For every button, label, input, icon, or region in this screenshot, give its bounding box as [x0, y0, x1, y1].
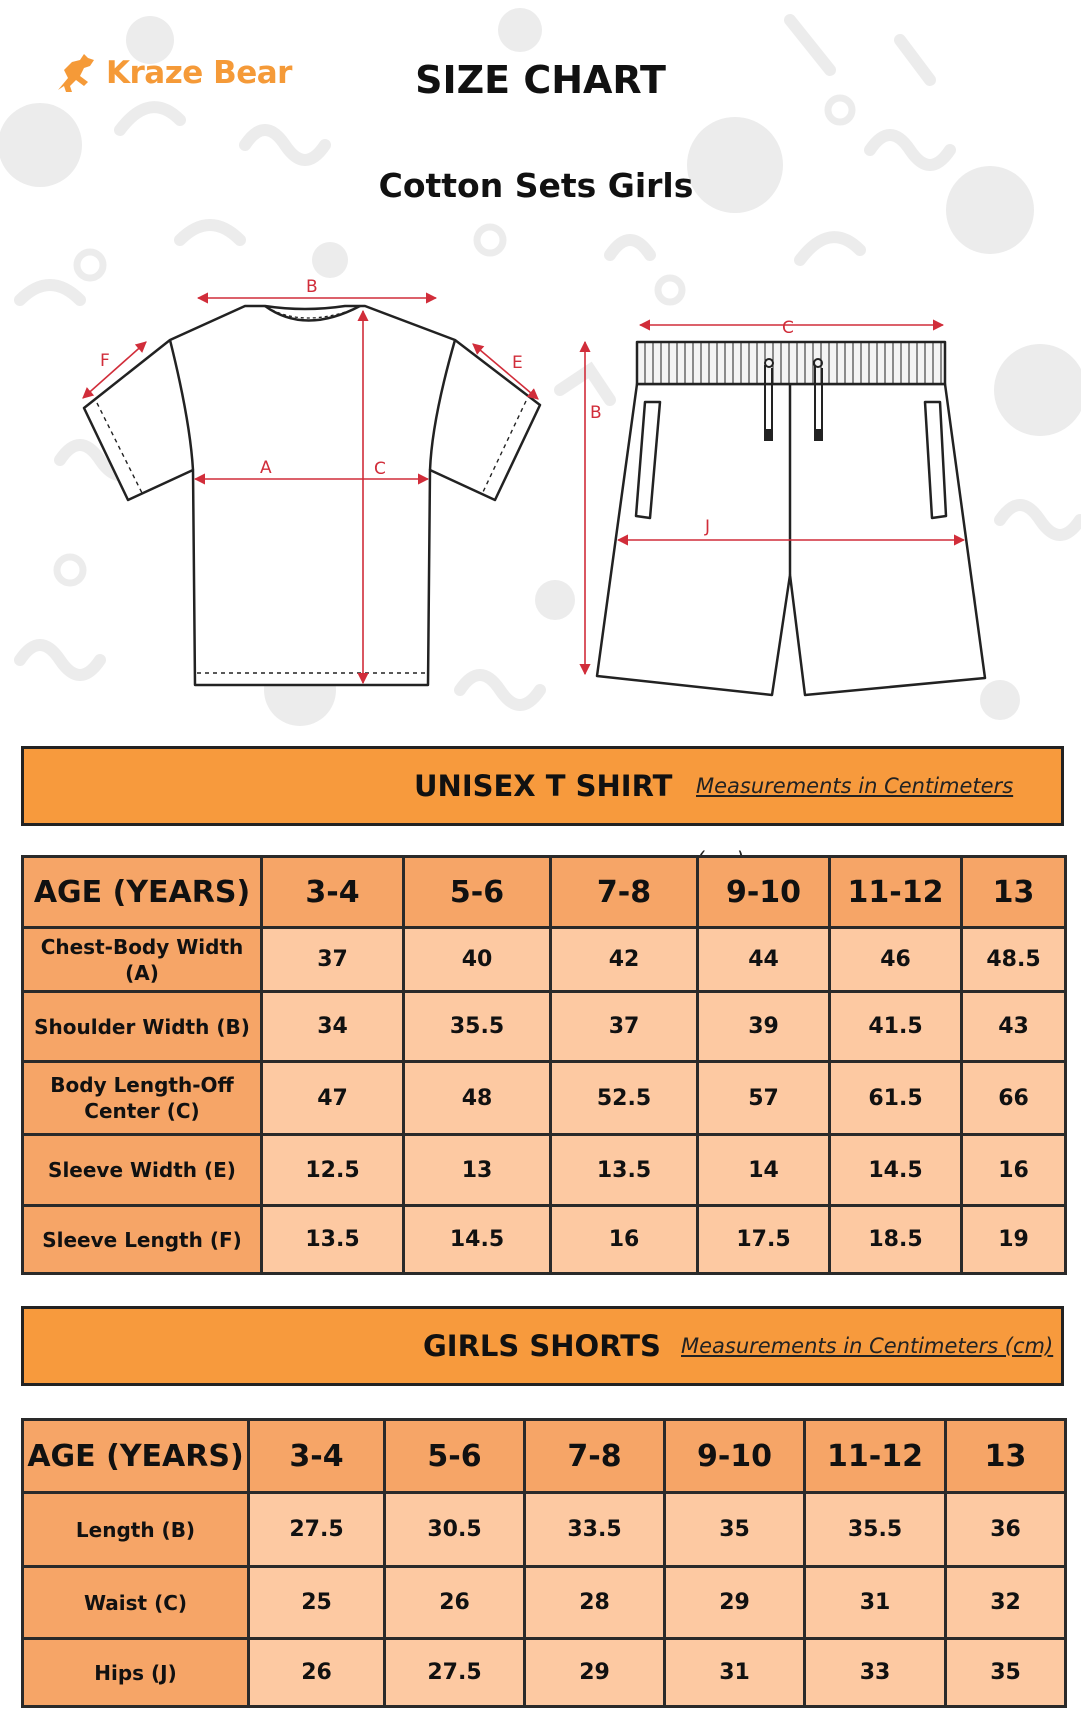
measurement-value-cell: 27.5	[385, 1639, 525, 1707]
measurement-value-cell: 13.5	[551, 1135, 698, 1206]
measurement-value-cell: 18.5	[830, 1206, 962, 1274]
garment-diagrams	[0, 250, 1081, 710]
tshirt-table-title: UNISEX T SHIRT	[414, 769, 673, 803]
measurement-value-cell: 40	[404, 928, 551, 992]
label-c-tshirt: C	[374, 459, 386, 479]
tshirt-table-banner	[21, 746, 1064, 826]
measurement-value-cell: 28	[525, 1567, 665, 1639]
age-column-header: 5-6	[385, 1420, 525, 1493]
label-j: J	[705, 517, 711, 537]
measurement-value-cell: 16	[962, 1135, 1066, 1206]
measurement-value-cell: 66	[962, 1062, 1066, 1135]
measurement-value-cell: 42	[551, 928, 698, 992]
table-row	[23, 1135, 1066, 1206]
page-subtitle: Cotton Sets Girls	[378, 166, 694, 205]
measurement-value-cell: 43	[962, 992, 1066, 1062]
age-header-cell: AGE (YEARS)	[23, 857, 262, 928]
measurement-value-cell: 34	[262, 992, 404, 1062]
measurement-label-cell: Sleeve Width (E)	[23, 1135, 262, 1206]
measurement-label-cell: Shoulder Width (B)	[23, 992, 262, 1062]
age-column-header: 7-8	[525, 1420, 665, 1493]
measurement-value-cell: 31	[805, 1567, 946, 1639]
measurement-value-cell: 13.5	[262, 1206, 404, 1274]
measurement-value-cell: 32	[946, 1567, 1066, 1639]
measurement-value-cell: 37	[262, 928, 404, 992]
table-row	[23, 1206, 1066, 1274]
measurement-value-cell: 48.5	[962, 928, 1066, 992]
measurement-value-cell: 48	[404, 1062, 551, 1135]
age-column-header: 11-12	[830, 857, 962, 928]
measurement-value-cell: 44	[698, 928, 830, 992]
tshirt-diagram	[84, 306, 540, 685]
measurement-value-cell: 35.5	[404, 992, 551, 1062]
measurement-value-cell: 26	[385, 1567, 525, 1639]
measurement-value-cell: 33	[805, 1639, 946, 1707]
shorts-diagram	[597, 342, 985, 695]
measurement-value-cell: 61.5	[830, 1062, 962, 1135]
measurement-value-cell: 47	[262, 1062, 404, 1135]
table-row	[23, 928, 1066, 992]
table-row	[23, 992, 1066, 1062]
measurement-value-cell: 14	[698, 1135, 830, 1206]
measurement-value-cell: 52.5	[551, 1062, 698, 1135]
measurement-value-cell: 30.5	[385, 1493, 525, 1567]
age-column-header: 9-10	[698, 857, 830, 928]
measurement-value-cell: 46	[830, 928, 962, 992]
label-e: E	[512, 353, 523, 373]
measurement-value-cell: 14.5	[404, 1206, 551, 1274]
page-title: SIZE CHART	[415, 58, 666, 102]
measurement-value-cell: 17.5	[698, 1206, 830, 1274]
label-f: F	[100, 351, 110, 371]
age-column-header: 13	[946, 1420, 1066, 1493]
measurement-label-cell: Chest-Body Width (A)	[23, 928, 262, 992]
age-column-header: 5-6	[404, 857, 551, 928]
measurement-value-cell: 26	[249, 1639, 385, 1707]
table-row	[23, 1493, 1066, 1567]
measurement-value-cell: 41.5	[830, 992, 962, 1062]
age-column-header: 3-4	[262, 857, 404, 928]
measurement-value-cell: 14.5	[830, 1135, 962, 1206]
measurement-value-cell: 27.5	[249, 1493, 385, 1567]
tshirt-units-note: Measurements in Centimeters	[696, 774, 1014, 798]
table-header-row	[23, 857, 1066, 928]
table-row	[23, 1062, 1066, 1135]
label-b-shorts: B	[590, 403, 602, 423]
measurement-value-cell: 29	[665, 1567, 805, 1639]
shorts-table-banner	[21, 1306, 1064, 1386]
measurement-value-cell: 33.5	[525, 1493, 665, 1567]
measurement-value-cell: 16	[551, 1206, 698, 1274]
age-column-header: 11-12	[805, 1420, 946, 1493]
measurement-label-cell: Waist (C)	[23, 1567, 249, 1639]
measurement-value-cell: 25	[249, 1567, 385, 1639]
measurement-label-cell: Body Length-Off Center (C)	[23, 1062, 262, 1135]
shorts-size-table	[21, 1418, 1067, 1708]
measurement-value-cell: 36	[946, 1493, 1066, 1567]
brand-name: Kraze Bear	[106, 55, 292, 91]
age-column-header: 3-4	[249, 1420, 385, 1493]
measurement-value-cell: 29	[525, 1639, 665, 1707]
shorts-table-title: GIRLS SHORTS	[423, 1329, 661, 1363]
measurement-value-cell: 37	[551, 992, 698, 1062]
age-column-header: 9-10	[665, 1420, 805, 1493]
tshirt-size-table	[21, 855, 1067, 1275]
measurement-value-cell: 35.5	[805, 1493, 946, 1567]
measurement-value-cell: 35	[946, 1639, 1066, 1707]
age-column-header: 7-8	[551, 857, 698, 928]
table-row	[23, 1639, 1066, 1707]
table-row	[23, 1567, 1066, 1639]
label-b-tshirt: B	[306, 277, 318, 297]
age-column-header: 13	[962, 857, 1066, 928]
measurement-value-cell: 39	[698, 992, 830, 1062]
measurement-value-cell: 57	[698, 1062, 830, 1135]
measurement-value-cell: 31	[665, 1639, 805, 1707]
label-c-shorts: C	[782, 318, 794, 338]
age-header-cell: AGE (YEARS)	[23, 1420, 249, 1493]
measurement-label-cell: Length (B)	[23, 1493, 249, 1567]
table-header-row	[23, 1420, 1066, 1493]
measurement-value-cell: 35	[665, 1493, 805, 1567]
shorts-units-note: Measurements in Centimeters (cm)	[681, 1334, 1054, 1358]
measurement-value-cell: 19	[962, 1206, 1066, 1274]
measurement-label-cell: Sleeve Length (F)	[23, 1206, 262, 1274]
measurement-label-cell: Hips (J)	[23, 1639, 249, 1707]
label-a: A	[260, 458, 272, 478]
measurement-value-cell: 12.5	[262, 1135, 404, 1206]
measurement-value-cell: 13	[404, 1135, 551, 1206]
